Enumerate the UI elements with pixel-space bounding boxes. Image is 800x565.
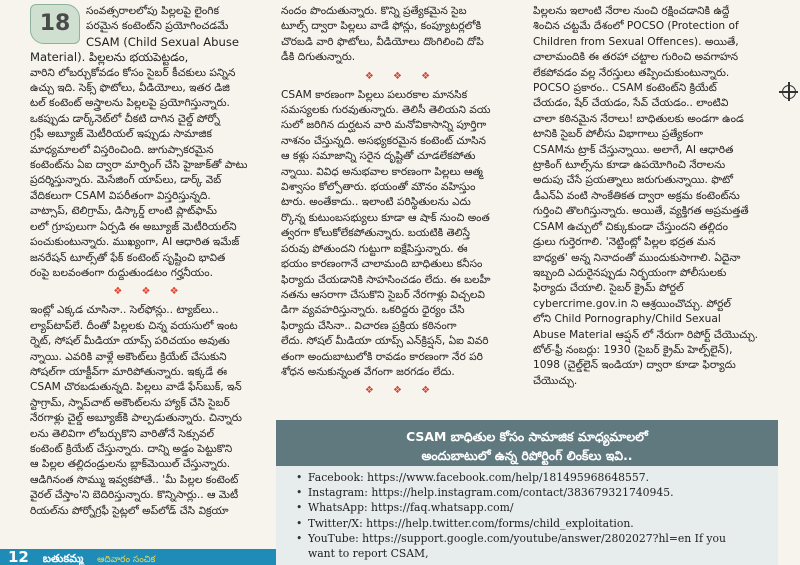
text-line: బాధ్యత' అన్న నినాదంతో ముందుకుసాగాలి. ఏదైనా — [533, 251, 741, 264]
text-line: CSAM ఉచ్చులో చిక్కుకుండా చేస్తుందని తల్లిదం — [533, 220, 729, 233]
text-line: జనరేషన్ టూల్స్‌తో ఫేక్ కంటెంట్ సృష్టించి భావిత — [30, 251, 226, 264]
text-line: పిల్లలను ఇలాంటి నేరాల నుంచి రక్షించడానికి ఉద్దే — [533, 5, 730, 17]
text-line: ప్రదర్శిస్తున్నారు. మెసేజింగ్ యాప్‌లు, డార్క్ వెబ్ — [30, 174, 222, 187]
text-line: టోల్-ఫ్రీ నంబర్లు: 1930 (సైబర్ క్రైమ్ హెల్ప్‌లైన్), — [533, 343, 733, 356]
text-line: నతను ఆసరాగా చేసుకొని సైబర్ నేరగాళ్లు విచ్చలవి — [281, 288, 485, 301]
text-line: చొరబడి వారి ఫొటోలు, వీడియోలు దొంగిలించి దోపి — [281, 35, 484, 48]
section-divider-stars: ❖ ❖ ❖ — [364, 385, 439, 397]
text-line: వైరల్ చేస్తాం'ని బెదిరిస్తున్నారు. కొన్నిసార్లు.. ఆ మెటీ — [30, 489, 239, 502]
section-divider-stars: ❖ ❖ ❖ — [364, 70, 439, 82]
footer-tagline: ఆదివారం సంచిక — [97, 555, 156, 565]
text-line: న్నాయి. ఎవరికి వాళ్లే అకౌంట్‌లు క్రియేట్ చేసుకుని — [30, 350, 227, 363]
article-column-1 — [30, 4, 270, 519]
footer-page-number: 12 — [8, 548, 29, 565]
page-number-badge: 18 — [30, 4, 80, 44]
text-line: CSAM కారణంగా పిల్లలు పలురకాల మానసిక — [281, 88, 468, 101]
text-line: POCSO ప్రకారం.. CSAM కంటెంట్‌ని క్రియేట్ — [533, 82, 717, 95]
text-line: Children from Sexual Offences). అయితే, — [533, 35, 739, 48]
article-column-2 — [281, 4, 522, 402]
column-3-body — [533, 4, 773, 389]
text-line: పరువు పోతుందని గుట్టుగా ఐక్షేపిస్తున్నారు. ఈ — [281, 242, 468, 255]
text-line: నాశనం చేస్తున్నది. అసభ్యకరమైన కంటెంట్ చూసిన — [281, 134, 486, 147]
text-line: ఫిర్యాదు చేయడానికి సాహసించడం లేదు. ఈ బలహీ — [281, 273, 491, 286]
text-line: లను తెలివిగా లోబర్చుకొని వారితోనే సెక్సువల్ — [30, 427, 215, 440]
text-line: స్టాగ్రామ్, స్నాప్‌చాట్ అకౌంట్‌లను హ్యాక్ చేసి సైబర్ — [30, 396, 230, 409]
text-line: Material). పిల్లలను భయపెట్టడం, — [30, 50, 189, 65]
text-line: కంటెంట్ క్రియేట్ చేస్తున్నారు. దాన్ని అడ్డం పెట్టుకొని — [30, 442, 233, 455]
text-line: ఆ పిల్లల తల్లిదండ్రులను బ్లాక్‌మెయిల్ చేస్తున్నారు. — [30, 458, 231, 471]
text-line: భయం కారణంగానే చాలామంది బాధితులు కనీసం — [281, 258, 483, 271]
text-line: టూల్స్ ద్వారా పిల్లలు వాడే ఫోన్లు, కంప్యూటర్లలోకి — [281, 20, 482, 33]
text-line: ఆ కళ్లు సమాజాన్ని సరైన దృష్టితో చూడలేకపోతు — [281, 150, 476, 163]
text-line: త్వరగా కోలుకోలేకపోతున్నారు. బయటికి తెలిస్తే — [281, 227, 470, 240]
article-column-3 — [533, 4, 773, 389]
text-line: సోషల్‌గా యాక్టీవ్‌గా మారిపోతున్నారు. ఇక్కడే ఈ — [30, 365, 227, 378]
footer-section-name: బతుకమ్మ — [42, 552, 84, 565]
text-line: డిగా వ్యవహరిస్తున్నారు. ఒకరిద్దరు ధైర్యం చేసి — [281, 304, 465, 317]
text-line: CSAMను ట్రాక్ చేస్తున్నాయి. అలాగే, AI ఆధారిత — [533, 143, 734, 156]
text-line: సులో జరిగిన దుర్ఘటన వారి మనోవికాసాన్ని పూర్తిగా — [281, 119, 487, 132]
text-line: పంచుకుంటున్నారు. ముఖ్యంగా, AI ఆధారిత ఇమేజ్ — [30, 236, 240, 249]
text-line: అదుపు చేసే ప్రయత్నాలు జరుగుతున్నాయి. ఫొటో — [533, 174, 734, 187]
text-line: ఇబ్బంది ఎదురైనప్పుడు నిర్భయంగా పోలీసులకు — [533, 266, 727, 279]
text-line: చాలామందికి ఈ తరహా చట్టాల గురించి అవగాహన — [533, 51, 739, 64]
text-line: లేకపోవడం వల్ల నేరస్తులు తప్పించుకుంటున్నారు. — [533, 66, 730, 79]
section-divider-stars: ❖ ❖ ❖ — [113, 286, 187, 298]
text-line: ఆడిగినంత సొమ్ము ఇవ్వకపోతే.. 'మీ పిల్లల కంటెంట్ — [30, 473, 239, 486]
text-line: గుర్తించి తొలగిస్తున్నారు. అయితే, వ్యక్తిగత అప్రమత్తతే — [533, 205, 749, 218]
text-line: ఇంట్లో ఎక్కడ చూసినా.. సెల్‌ఫోన్లు.. ట్యాబ్‌లు.. — [30, 304, 219, 317]
text-line: పరమైన కంటెంట్‌ని ప్రయోగించడమే — [86, 20, 229, 33]
text-line: డీఎన్ఏ వంటి సాంకేతికత ద్వారా అక్రమ కంటెంట్‌ను — [533, 189, 740, 202]
text-line: రంపై బలవంతంగా రుద్దుతుండటం గర్హనీయం. — [30, 266, 214, 279]
text-line: చేయడం, షేర్ చేయడం, సేవ్ చేయడం.. లాంటివి — [533, 97, 729, 110]
text-line: కంటెంట్‌ను ఏఐ ద్వారా మార్ఫింగ్ చేసి హైజాక్‌తో పాటు — [30, 159, 248, 172]
column-2-body-continued — [281, 88, 522, 381]
text-line: సమస్యలకు గురవుతున్నారు. తెలిసీ తెలియని వయ — [281, 104, 491, 117]
text-line: CSAM (Child Sexual Abuse — [86, 34, 240, 49]
text-line: శించిన చట్టమే దేశంలో POCSO (Protection of — [533, 20, 739, 33]
text-line: టల్ కంటెంట్ అస్త్రాలను పిల్లలపై ప్రయోగిస్తున్నారు. — [30, 97, 230, 110]
text-line: ట్రాకింగ్ టూల్స్‌ను కూడా ఉపయోగించి నేరాలను — [533, 159, 726, 172]
heading-line: CSAM బాధితుల కోసం సామాజిక మాధ్యమాలలో — [406, 429, 648, 444]
registration-mark-icon — [782, 85, 796, 99]
text-line: లలో గ్రూపులుగా ఏర్పడి ఈ అబ్యూజ్ మెటీరియల్‌ని — [30, 220, 237, 233]
text-line: విశ్వాసం కోల్పోతారు. భయంతో మౌనం వహిస్తుం — [281, 181, 476, 194]
text-line: వారిని లోబర్చుకోవడం కోసం సైబర్ కీచకులు పన్నిన — [30, 66, 236, 79]
link-item-instagram[interactable]: • Instagram: https://help.instagram.com/contact/383679321740945. — [308, 485, 764, 500]
link-item-youtube[interactable]: • YouTube: https://support.google.com/youtube/answer/2802027?hl=en If you — [308, 531, 764, 546]
text-line: ఫిర్యాదు చేయాలి. సైబర్ క్రైమ్ పోర్టల్ — [533, 282, 684, 295]
reporting-links-box — [276, 420, 778, 565]
link-item-twitter[interactable]: • Twitter/X: https://help.twitter.com/forms/child_exploitation. — [308, 516, 764, 531]
link-item-facebook[interactable]: • Facebook: https://www.facebook.com/help/181495968648557. — [308, 470, 764, 485]
page-footer — [0, 549, 276, 565]
text-line: సంవత్సరాలలోపు పిల్లలపై లైంగిక — [86, 5, 219, 17]
text-line: తంగా అందుబాటులోకి రావడం కారణంగా నేర పరి — [281, 350, 483, 363]
link-item-youtube-continued: want to report CSAM, — [308, 547, 429, 561]
column-2-body — [281, 4, 522, 66]
text-line: ఒకప్పుడు డార్క్‌నెట్‌లో చీకటి దాగిన చైల్డ్ పోర్నో — [30, 112, 221, 125]
text-line: ర్నెట్, సోషల్ మీడియా యాప్స్ పరిచయం అవుతు — [30, 335, 230, 348]
text-line: నందం పొందుతున్నారు. కొన్ని ప్రత్యేకమైన సైబ — [281, 5, 467, 17]
text-line: న్నాయి. వివిధ అనుభవాల కారణంగా పిల్లలు ఆత్మ — [281, 165, 483, 178]
text-line: శోధన అనుకున్నంత వేగంగా జరగడం లేదు. — [281, 365, 455, 378]
text-line: 1098 (చైల్డ్‌లైన్ ఇండియా) ద్వారా కూడా ఫిర్యాదు — [533, 359, 736, 372]
text-line: ఉచ్చు ఇది. సెక్స్ ఫొటోలు, వీడియోలు, ఇతర డిజి — [30, 82, 230, 95]
text-line: ఫిర్యాదు చేసినా.. విచారణ ప్రక్రియ కఠినంగా — [281, 319, 457, 332]
text-line: CSAM చొరబడుతున్నది. పిల్లలు వాడే ఫేస్‌బుక్, ఇన్ — [30, 381, 242, 394]
reporting-links-heading — [276, 420, 778, 466]
heading-line: అందుబాటులో ఉన్న రిపోర్టింగ్ లింక్‌లు ఇవి.. — [421, 448, 633, 463]
text-line: వేదికలుగా CSAM విపరీతంగా విస్తరిస్తున్నది. — [30, 189, 211, 202]
text-line: టారు. అంతేకాదు.. ఇలాంటి పరిస్థితులను ఎదు — [281, 196, 471, 209]
text-line: ర్కొన్న కుటుంబసభ్యులు కూడా ఆ షాక్ నుంచి అంత — [281, 211, 490, 224]
text-line: చేయొచ్చు. — [533, 374, 578, 387]
text-line: లోని Child Pornography/Child Sexual — [533, 313, 721, 326]
text-line: నేరగాళ్లు చైల్డ్ అబ్యూజ్‌కి పాల్పడుతున్నారు. చిన్నారు — [30, 412, 242, 425]
text-line: డీకి దిగుతున్నారు. — [281, 51, 356, 64]
column-1-body-continued — [30, 303, 270, 519]
text-line: వాట్సాప్, టెలిగ్రామ్, డిస్కార్డ్ లాంటి ప్లాట్‌ఫామ్ — [30, 205, 217, 218]
text-line: cybercrime.gov.in ని ఆశ్రయించొచ్చు. పోర్టల్ — [533, 297, 731, 310]
text-line: Abuse Material ఆప్షన్ లో నేరుగా రిపోర్ట్ చేయొచ్చు. — [533, 328, 759, 341]
text-line: గ్రఫీ అబ్యూజ్ మెటీరియల్ ఇప్పుడు సామాజిక — [30, 128, 212, 141]
text-line: మాధ్యమాలలో విస్తరించింది. జుగుప్సాకరమైన — [30, 143, 214, 156]
link-item-whatsapp[interactable]: • WhatsApp: https://faq.whatsapp.com/ — [308, 500, 764, 515]
text-line: లేదు. సోషల్ మీడియా యాప్స్ ఎన్‌క్రిప్షన్, ఏఐ వివరి — [281, 335, 489, 348]
text-line: చాలా కఠినమైన నేరాలు! బాధితులకు అండగా ఉండ — [533, 112, 744, 125]
reporting-links-list — [276, 466, 778, 561]
text-line: టానికి సైబర్ పోలీసు విభాగాలు ప్రత్యేకంగా — [533, 128, 704, 141]
text-line: ల్యాప్‌టాప్‌లే. దీంతో పిల్లలకు చిన్న వయసులో ఇంట — [30, 319, 238, 332]
text-line: డ్రులు గుర్తెరగాలి. 'నెట్టింట్లో పిల్లల భద్రత మన — [533, 236, 716, 249]
text-line: రియల్‌ను పోర్నోగ్రఫీ సైట్లలో అప్‌లోడ్ చేసి విక్రయా — [30, 504, 229, 517]
column-1-body — [30, 66, 270, 282]
